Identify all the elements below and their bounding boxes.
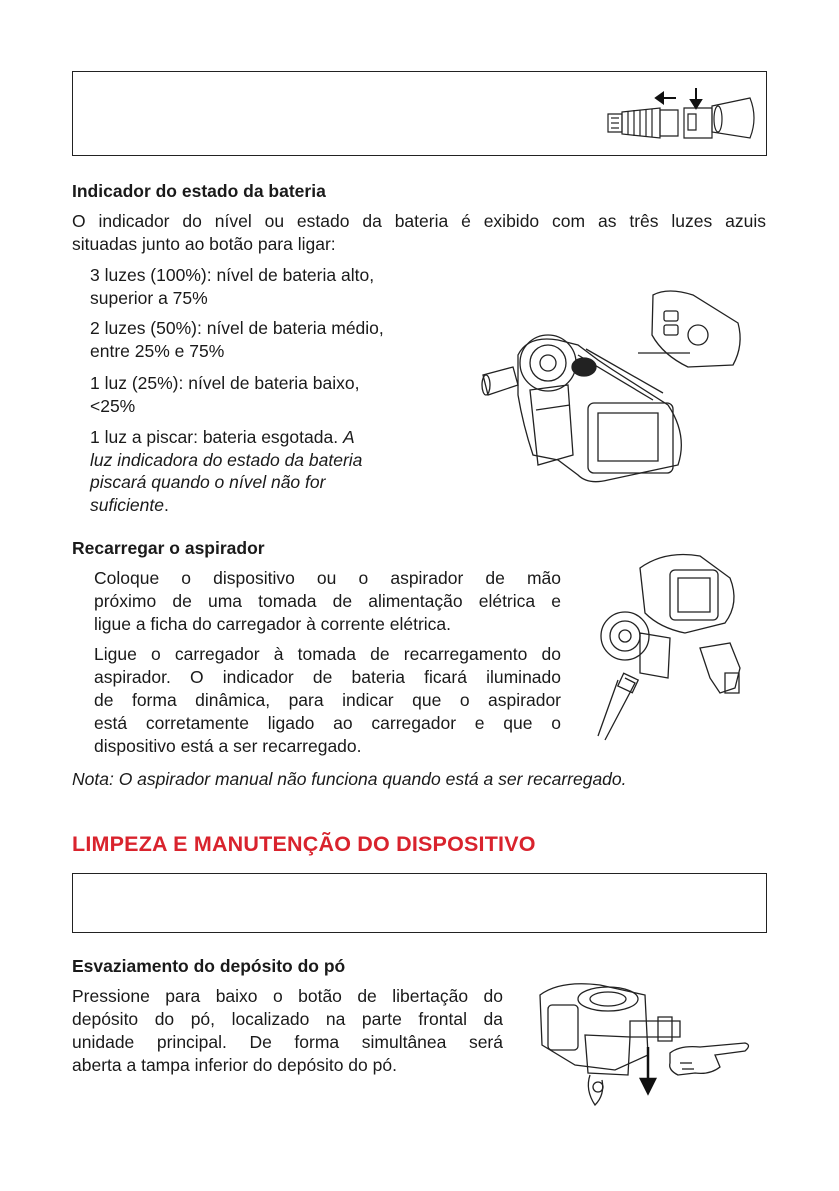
dust-line3: unidade principal. De forma simultânea será (72, 1032, 503, 1052)
battery-item-1: 3 luzes (100%): nível de bateria alto, superior a 75% (90, 265, 375, 308)
battery-intro-line2: situadas junto ao botão para ligar: (72, 234, 336, 254)
battery-heading: Indicador do estado da bateria (72, 181, 326, 201)
cleaning-note-box (72, 873, 767, 933)
recharge-note: Nota: O aspirador manual não funciona quando está a ser recarregado. (72, 769, 627, 789)
recharge-p2-line5: dispositivo está a ser recarregado. (94, 736, 362, 756)
recharge-p2-line2: aspirador. O indicador de bateria ficará iluminado (94, 667, 561, 687)
recharge-heading: Recarregar o aspirador (72, 538, 265, 558)
recharge-p1-line2: próximo de uma tomada de alimentação elétrica e (94, 591, 561, 611)
cleaning-title: LIMPEZA E MANUTENÇÃO DO DISPOSITIVO (72, 832, 536, 856)
vacuum-battery-indicator-illustration (478, 285, 750, 500)
dust-heading: Esvaziamento do depósito do pó (72, 956, 346, 976)
recharge-p1-line3: ligue a ficha do carregador à corrente elétrica. (94, 614, 452, 634)
recharge-p2-line4: está corretamente ligado ao carregador e que o (94, 713, 561, 733)
recharge-p2-line3: de forma dinâmica, para indicar que o aspirador (94, 690, 561, 710)
dust-line1: Pressione para baixo o botão de libertação do (72, 986, 503, 1006)
dust-line2: depósito do pó, localizado na parte frontal da (72, 1009, 503, 1029)
battery-intro-line1: O indicador do nível ou estado da bateria é exibido com as três luzes azuis (72, 211, 766, 231)
dust-bin-release-illustration (530, 975, 755, 1115)
battery-item-2: 2 luzes (50%): nível de bateria médio, entre 25% e 75% (90, 318, 384, 361)
dust-line4: aberta a tampa inferior do depósito do pó. (72, 1055, 397, 1075)
nozzle-illustration (600, 86, 760, 148)
battery-item-4: 1 luz a piscar: bateria esgotada. A luz indicadora do estado da bateria piscará quando o nível não for suficiente. (90, 427, 363, 515)
vacuum-charging-illustration (590, 548, 760, 743)
recharge-p1-line1: Coloque o dispositivo ou o aspirador de mão (94, 568, 561, 588)
battery-item-3: 1 luz (25%): nível de bateria baixo, <25% (90, 373, 360, 416)
recharge-p2-line1: Ligue o carregador à tomada de recarregamento do (94, 644, 561, 664)
